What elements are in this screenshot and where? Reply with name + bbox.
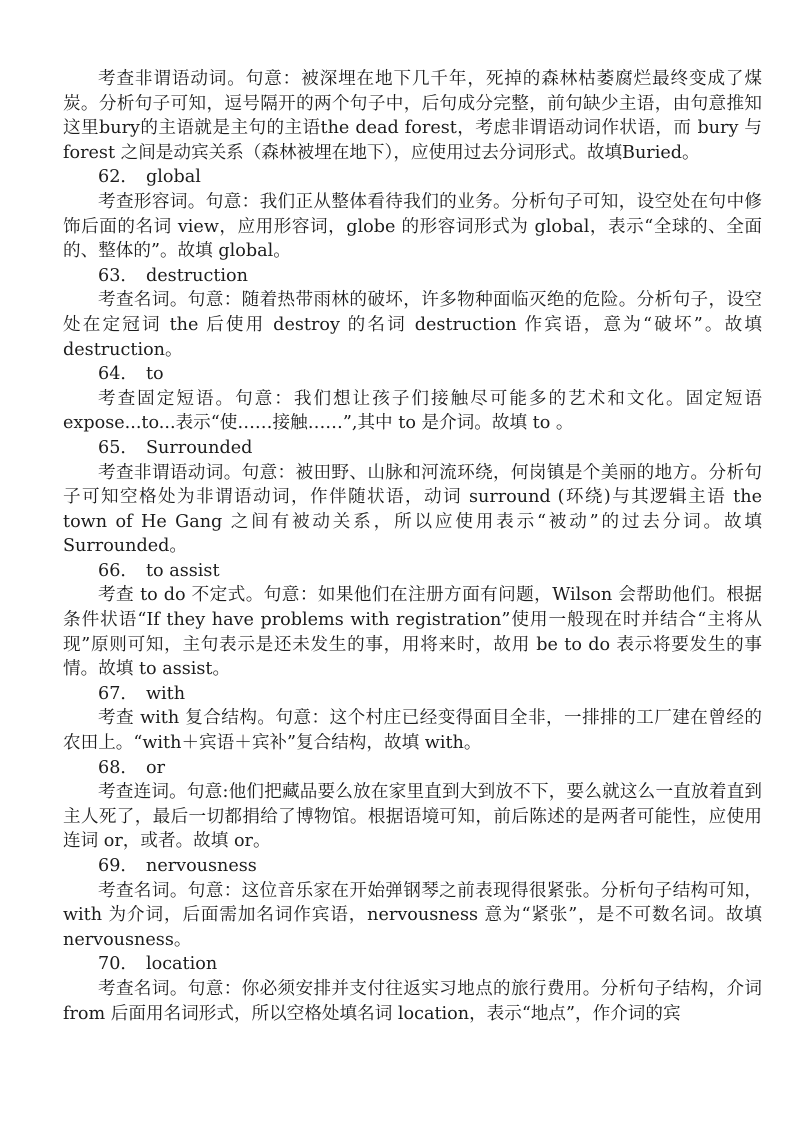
answer-heading — [63, 559, 762, 584]
answer-explanation: 考查名词。句意：这位音乐家在开始弹钢琴之前表现得很紧张。分析句子结构可知，with 为介词，后面需加名词作宾语，nervousness 意为“紧张”，是不可数名词。故填 nervousness。 — [63, 880, 762, 950]
answer-word: to assist — [145, 560, 220, 581]
question-number: 69． — [98, 856, 138, 876]
answer-item — [63, 362, 762, 436]
answer-item — [63, 756, 762, 854]
answer-heading — [63, 264, 762, 289]
answer-explanation: 考查形容词。句意：我们正从整体看待我们的业务。分析句子可知，设空处在句中修饰后面的名词 view，应用形容词，globe 的形容词形式为 global，表示“全球的、全面的、整体的”。故填 global。 — [63, 191, 762, 262]
intro-text: 考查非谓语动词。句意：被深埋在地下几千年，死掉的森林枯萎腐烂最终变成了煤炭。分析句子可知，逗号隔开的两个句子中，后句成分完整，前句缺少主语，由句意推知这里bury的主语就是主句的主语the dead forest，考虑非谓语动词作状语，而 bury 与 forest 之间是动宾关系（森林被埋在地下），应使用过去分词形式。故填Buried。 — [63, 69, 762, 163]
question-number: 63． — [98, 265, 138, 286]
answer-item — [63, 854, 762, 952]
answer-item — [63, 952, 762, 1026]
answer-word: or — [145, 757, 165, 778]
intro-paragraph — [63, 67, 762, 165]
answer-heading — [63, 756, 762, 781]
answer-item — [63, 436, 762, 559]
answer-heading — [63, 362, 762, 387]
question-number: 64． — [98, 364, 138, 385]
question-number: 65． — [98, 437, 138, 458]
answer-explanation: 考查名词。句意：你必须安排并支付往返实习地点的旅行费用。分析句子结构，介词 from 后面用名词形式，所以空格处填名词 location，表示“地点”，作介词的宾 — [63, 978, 762, 1024]
question-number: 68． — [98, 757, 138, 778]
answer-explanation: 考查 with 复合结构。句意：这个村庄已经变得面目全非，一排排的工厂建在曾经的农田上。“with＋宾语＋宾补”复合结构，故填 with。 — [63, 708, 762, 754]
answer-word: nervousness — [145, 856, 257, 876]
question-number: 66． — [98, 560, 138, 581]
answer-word: location — [145, 954, 218, 975]
question-number: 70． — [98, 954, 138, 975]
answer-heading — [63, 436, 762, 461]
answer-word: global — [145, 167, 201, 188]
answer-word: with — [145, 683, 186, 704]
answer-word: Surrounded — [145, 437, 253, 458]
answer-explanation: 考查连词。句意:他们把藏品要么放在家里直到大到放不下，要么就这么一直放着直到主人死了，最后一切都捐给了博物馆。根据语境可知，前后陈述的是两者可能性，应使用连词 or，或者。故填 or。 — [63, 782, 762, 852]
question-number: 62． — [98, 167, 138, 188]
question-number: 67． — [98, 683, 138, 704]
answer-item — [63, 264, 762, 362]
answer-explanation: 考查固定短语。句意：我们想让孩子们接触尽可能多的艺术和文化。固定短语 expose...to...表示“使……接触……”,其中 to 是介词。故填 to 。 — [63, 388, 762, 434]
answer-item — [63, 165, 762, 263]
answer-word: to — [145, 364, 164, 385]
answer-explanation: 考查名词。句意：随着热带雨林的破坏，许多物种面临灭绝的危险。分析句子，设空处在定冠词 the 后使用 destroy 的名词 destruction 作宾语，意为“破坏”。故填 destruction。 — [63, 290, 762, 360]
answer-heading — [63, 952, 762, 977]
answer-heading — [63, 165, 762, 190]
answer-heading — [63, 682, 762, 707]
answer-item — [63, 559, 762, 682]
answer-list — [63, 165, 762, 1026]
answer-word: destruction — [145, 265, 248, 286]
answer-item — [63, 682, 762, 756]
answer-heading — [63, 854, 762, 879]
answer-explanation: 考查 to do 不定式。句意：如果他们在注册方面有问题，Wilson 会帮助他们。根据条件状语“If they have problems with registration”使用一般现在时并结合“主将从现”原则可知，主句表示是还未发生的事，用将来时，故用 be to do 表示将要发生的事情。故填 to assist。 — [63, 585, 762, 680]
answer-explanation: 考查非谓语动词。句意：被田野、山脉和河流环绕，何岗镇是个美丽的地方。分析句子可知空格处为非谓语动词，作伴随状语，动词 surround (环绕)与其逻辑主语 the town of He Gang 之间有被动关系，所以应使用表示“被动”的过去分词。故填 Surrounded。 — [63, 462, 762, 557]
